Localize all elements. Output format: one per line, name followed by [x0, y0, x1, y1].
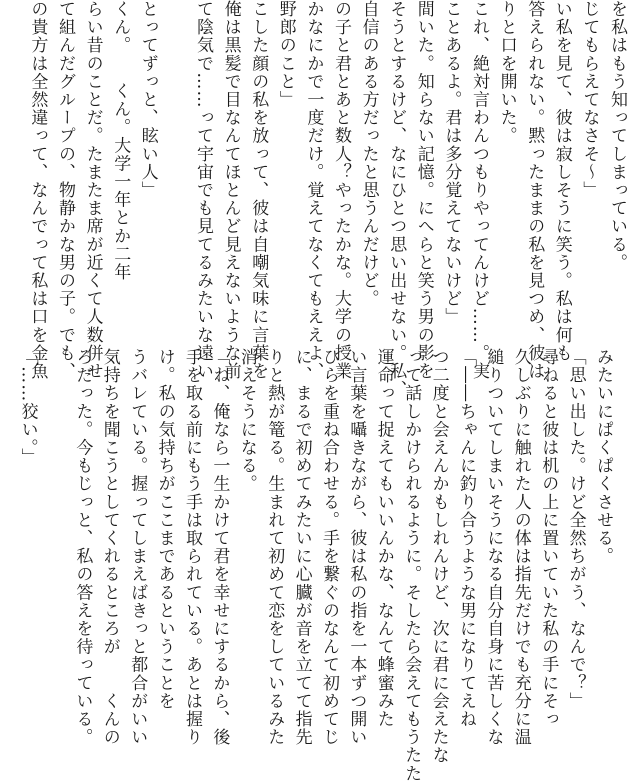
upper-text-column-10: 自信のある方だったと思うんだけど。	[358, 0, 379, 308]
upper-text-column-3: い私を見て、彼は寂しそうに笑う。私は何も	[551, 0, 572, 362]
lower-text-column-8: って話しかけられるように。そしたら会えてもうたた	[401, 348, 422, 782]
upper-text-column-15: 俺は黒髪で目なんてほとんど見えないような前	[220, 0, 241, 381]
upper-text-column-1: を私はもう知ってしまっている。	[607, 0, 627, 272]
lower-text-column-13: りと熱が篭る。生まれて初めて恋をしているみた	[264, 348, 285, 747]
lower-text-column-16: 手を取る前にもう手は取られている。あとは握り	[182, 348, 202, 747]
upper-text-column-7: ことあるよ。君は多分覚えてないけど」	[441, 0, 462, 326]
upper-text-column-2: じてもらえてなさそ〜」	[579, 0, 600, 200]
lower-text-column-3: 尋ねると彼は机の上に置いていた私の手にそっ	[538, 348, 559, 729]
lower-text-column-19: 気持ちを聞こうとしてくれるところが くんの	[99, 348, 120, 747]
lower-text-column-15: 「ね、俺なら一生かけて君を幸せにするから、後	[209, 348, 230, 747]
upper-text-column-18: とってずっと、眩い人」	[137, 0, 158, 200]
upper-text-column-13: 野郎のこと」	[275, 0, 296, 109]
upper-text-column-11: の子と君とあと数人？やったかな。大学の授業	[331, 0, 351, 381]
upper-text-column-4: 答えられない。黙ったままの私を見つめ、彼は	[524, 0, 545, 381]
upper-text-column-22: の貴方は全然違って、なんでって私は口を金魚	[27, 0, 48, 381]
upper-text-column-5: りと口を開いた。	[496, 0, 517, 145]
upper-text-column-6: これ、絶対言わんつもりやってんけど……。実	[469, 0, 489, 381]
upper-text-column-14: こした顔の私を放って、彼は自嘲気味に言葉を	[248, 0, 269, 381]
lower-text-column-1: みたいにぱくぱくさせる。	[593, 348, 613, 566]
lower-text-column-20: ろだった。今もじっと、私の答えを待っている。	[72, 348, 93, 747]
lower-text-column-7: つ二度と会えんかもしれんけど、次に君に会えたな	[428, 348, 449, 765]
lower-text-column-6: 「――ちゃんに釣り合うような男になりてえね	[456, 348, 476, 729]
lower-text-column-5: 縋りついてしまいそうになる自分自身に苦しくな	[483, 348, 504, 747]
upper-text-column-19: くん。 くん。大学一年とか二年	[110, 0, 131, 282]
upper-text-column-8: 間いた。知らない記憶。にへらと笑う男の影を	[413, 0, 434, 381]
upper-text-column-21: て組んだグループの、物静かな男の子。でも、	[55, 0, 75, 381]
lower-text-column-9: 運命って捉えてもいいんかな、なんて蜂蜜みた	[373, 348, 394, 729]
upper-text-column-16: て陰気で……って宇宙でも見てるみたいな遠い	[193, 0, 213, 381]
upper-text-column-12: かなにかで一度だけ。覚えてなくてもええよ、	[303, 0, 324, 381]
lower-text-column-17: け。私の気持ちがここまであるということを	[154, 348, 175, 710]
lower-text-column-4: 久しぶりに触れた人の体は指先だけでも充分に温	[510, 348, 531, 747]
upper-text-column-9: そうとするけど、なにひとつ思い出せない。私、	[386, 0, 407, 399]
lower-text-column-2: 「思い出した。けど全然ちがう、なんで？」	[565, 348, 586, 710]
upper-text-column-20: らい昔のことだ。たまたま席が近くて人数併せ	[82, 0, 103, 381]
lower-text-column-10: い言葉を囁きながら、彼は私の指を一本ずつ開い	[346, 348, 367, 747]
lower-text-column-11: ひらを重ね合わせる。手を繋ぐのなんて初めてじ	[319, 348, 339, 747]
lower-text-column-22: 「……狡い。」	[17, 348, 38, 467]
lower-text-column-12: に、まるで初めてみたいに心臓が音を立てて指先	[291, 348, 312, 747]
lower-text-column-14: 消えそうになる。	[236, 348, 257, 493]
lower-text-column-18: うバレている。握ってしまえばきっと都合がいい	[127, 348, 148, 747]
